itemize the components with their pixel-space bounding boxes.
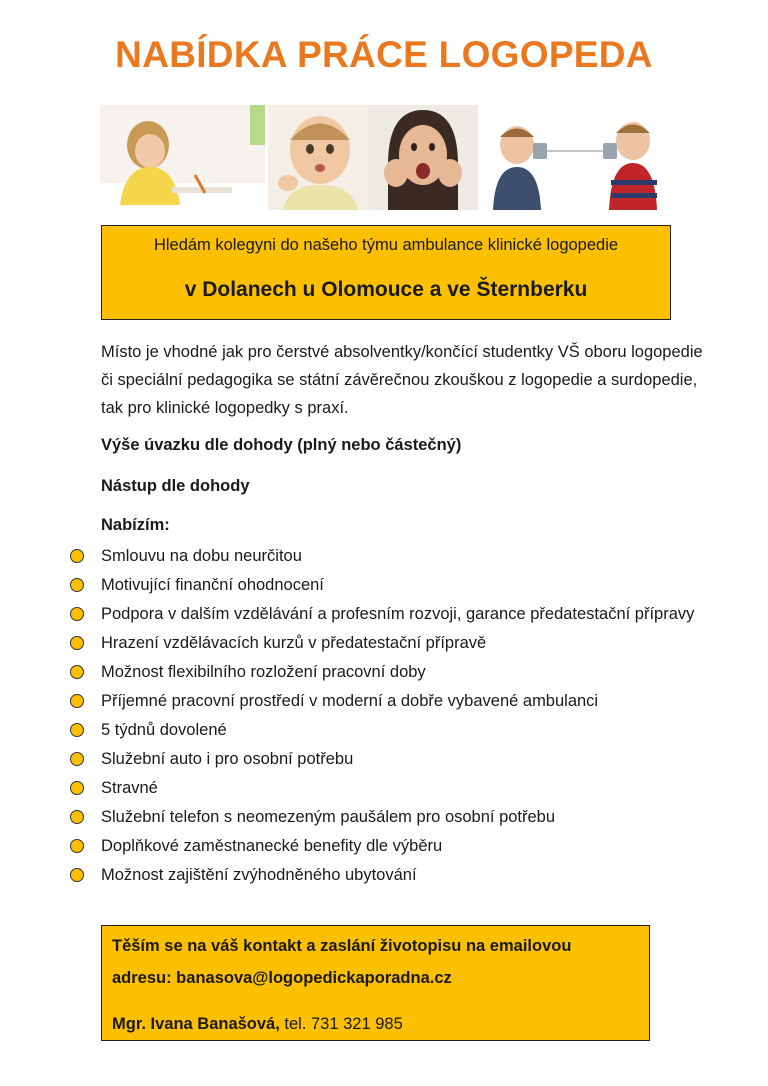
photo-girl-shouting bbox=[368, 105, 478, 210]
bullet-icon bbox=[70, 607, 84, 621]
list-item bbox=[0, 774, 711, 803]
benefit-text: Služební telefon s neomezeným paušálem pro osobní potřebu bbox=[101, 808, 556, 826]
list-item bbox=[0, 658, 711, 687]
photo-strip bbox=[100, 105, 665, 210]
benefit-text: Možnost flexibilního rozložení pracovní doby bbox=[101, 663, 426, 681]
bullet-icon bbox=[70, 665, 84, 679]
contact-invitation: Těším se na váš kontakt a zaslání životopisu na emailovou bbox=[112, 937, 572, 955]
page-title: NABÍDKA PRÁCE LOGOPEDA bbox=[115, 34, 653, 75]
bullet-icon bbox=[70, 723, 84, 737]
contact-phone: tel. 731 321 985 bbox=[279, 1015, 403, 1033]
job-description: Místo je vhodné jak pro čerstvé absolventky/končící studentky VŠ oboru logopedie či speciální pedagogika se státní závěrečnou zkouškou z logopedie a surdopedie, tak pro klinické logopedky s praxí. bbox=[101, 343, 703, 417]
list-item bbox=[0, 571, 711, 600]
benefit-text: Stravné bbox=[101, 779, 158, 797]
list-item bbox=[0, 716, 711, 745]
bullet-icon bbox=[70, 752, 84, 766]
start-line: Nástup dle dohody bbox=[101, 477, 250, 495]
photo-boys-tin-can-phone bbox=[485, 105, 665, 210]
bullet-icon bbox=[70, 694, 84, 708]
benefits-list bbox=[0, 542, 768, 890]
benefit-text: Podpora v dalším vzdělávání a profesním rozvoji, garance předatestační přípravy bbox=[101, 605, 695, 623]
bullet-icon bbox=[70, 839, 84, 853]
bullet-icon bbox=[70, 781, 84, 795]
list-item bbox=[0, 745, 711, 774]
workload-line: Výše úvazku dle dohody (plný nebo částečný) bbox=[101, 436, 462, 454]
intro-location: v Dolanech u Olomouce a ve Šternberku bbox=[184, 278, 588, 301]
contact-signature bbox=[112, 1008, 639, 1040]
photo-toddler-pointing bbox=[268, 105, 368, 210]
benefit-text: Smlouvu na dobu neurčitou bbox=[101, 547, 302, 565]
benefit-text: Příjemné pracovní prostředí v moderní a dobře vybavené ambulanci bbox=[101, 692, 599, 710]
list-item bbox=[0, 832, 711, 861]
bullet-icon bbox=[70, 549, 84, 563]
bullet-icon bbox=[70, 636, 84, 650]
benefit-text: Motivující finanční ohodnocení bbox=[101, 576, 324, 594]
list-item bbox=[0, 629, 711, 658]
list-item bbox=[0, 542, 711, 571]
contact-box bbox=[101, 925, 650, 1041]
benefit-text: Doplňkové zaměstnanecké benefity dle výběru bbox=[101, 837, 443, 855]
photo-girl-drawing bbox=[100, 105, 265, 210]
list-item bbox=[0, 803, 711, 832]
bullet-icon bbox=[70, 868, 84, 882]
list-item bbox=[0, 861, 711, 890]
list-item bbox=[0, 600, 711, 629]
benefit-text: Hrazení vzdělávacích kurzů v předatestační přípravě bbox=[101, 634, 487, 652]
intro-text: Hledám kolegyni do našeho týmu ambulance klinické logopedie bbox=[153, 236, 619, 254]
bullet-icon bbox=[70, 578, 84, 592]
benefit-text: Služební auto i pro osobní potřebu bbox=[101, 750, 354, 768]
contact-name: Mgr. Ivana Banašová, bbox=[112, 1015, 280, 1033]
bullet-icon bbox=[70, 810, 84, 824]
benefit-text: Možnost zajištění zvýhodněného ubytování bbox=[101, 866, 417, 884]
benefit-text: 5 týdnů dovolené bbox=[101, 721, 227, 739]
offer-heading: Nabízím: bbox=[101, 516, 170, 534]
intro-box bbox=[101, 225, 671, 320]
contact-email: adresu: banasova@logopedickaporadna.cz bbox=[112, 969, 452, 987]
list-item bbox=[0, 687, 711, 716]
